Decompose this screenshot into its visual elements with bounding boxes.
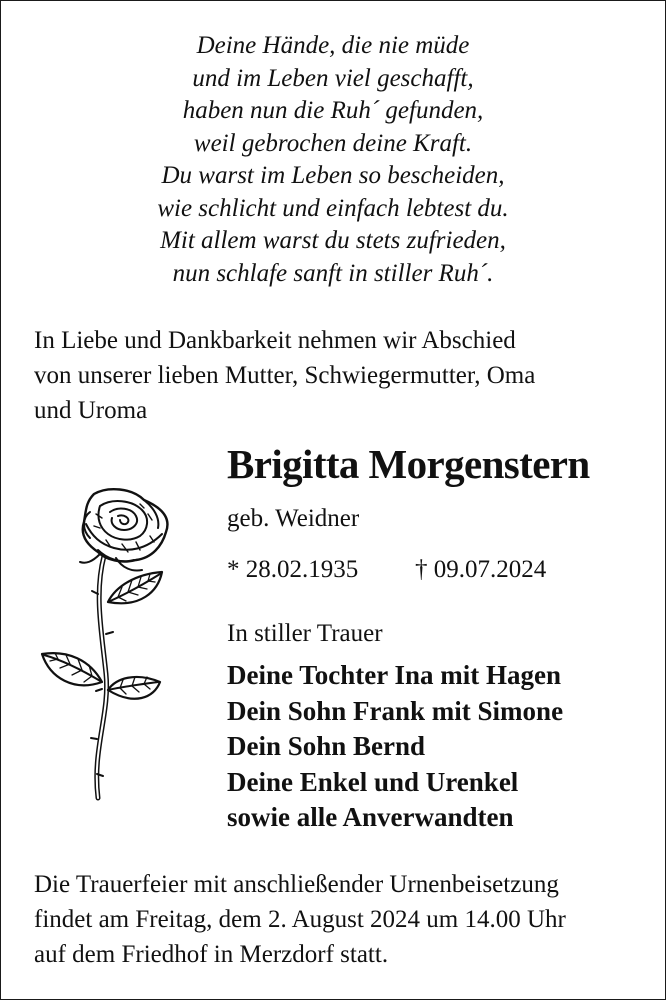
poem-line: Du warst im Leben so bescheiden, [161, 162, 505, 189]
deceased-name: Brigitta Morgenstern [227, 441, 590, 487]
poem-line: nun schlafe sanft in stiller Ruh´. [172, 259, 494, 287]
funeral-info [34, 867, 654, 972]
death-date: † 09.07.2024 [415, 556, 547, 583]
mourner-line: Dein Sohn Frank mit Simone [227, 695, 564, 726]
birth-name: geb. Weidner [227, 505, 360, 532]
mourners-list [227, 658, 563, 836]
intro-line: und Uroma [34, 397, 148, 424]
rose-icon [36, 484, 176, 804]
poem-line: weil gebrochen deine Kraft. [193, 129, 473, 157]
birth-date: * 28.02.1935 [227, 556, 359, 583]
poem-line: wie schlicht und einfach lebtest du. [157, 194, 509, 222]
mourner-line: Dein Sohn Bernd [227, 731, 426, 761]
poem-line: Deine Hände, die nie müde [196, 32, 470, 59]
farewell-intro [34, 323, 644, 428]
mourning-label: In stiller Trauer [227, 620, 383, 647]
poem-line: und im Leben viel geschafft, [192, 64, 474, 92]
poem-line: Mit allem warst du stets zufrieden, [160, 227, 506, 254]
mourner-line: Deine Tochter Ina mit Hagen [227, 660, 562, 690]
funeral-line: auf dem Friedhof in Merzdorf statt. [34, 941, 389, 968]
intro-line: von unserer lieben Mutter, Schwiegermutter, Oma [34, 362, 536, 389]
funeral-line: Die Trauerfeier mit anschließender Urnenbeisetzung [34, 871, 559, 898]
intro-line: In Liebe und Dankbarkeit nehmen wir Abschied [34, 327, 516, 354]
mourner-line: Deine Enkel und Urenkel [227, 766, 519, 797]
mourner-line: sowie alle Anverwandten [227, 802, 514, 832]
life-dates [227, 556, 547, 584]
poem [0, 30, 666, 290]
funeral-line: findet am Freitag, dem 2. August 2024 um 14.00 Uhr [34, 906, 566, 933]
poem-line: haben nun die Ruh´ gefunden, [182, 97, 484, 124]
